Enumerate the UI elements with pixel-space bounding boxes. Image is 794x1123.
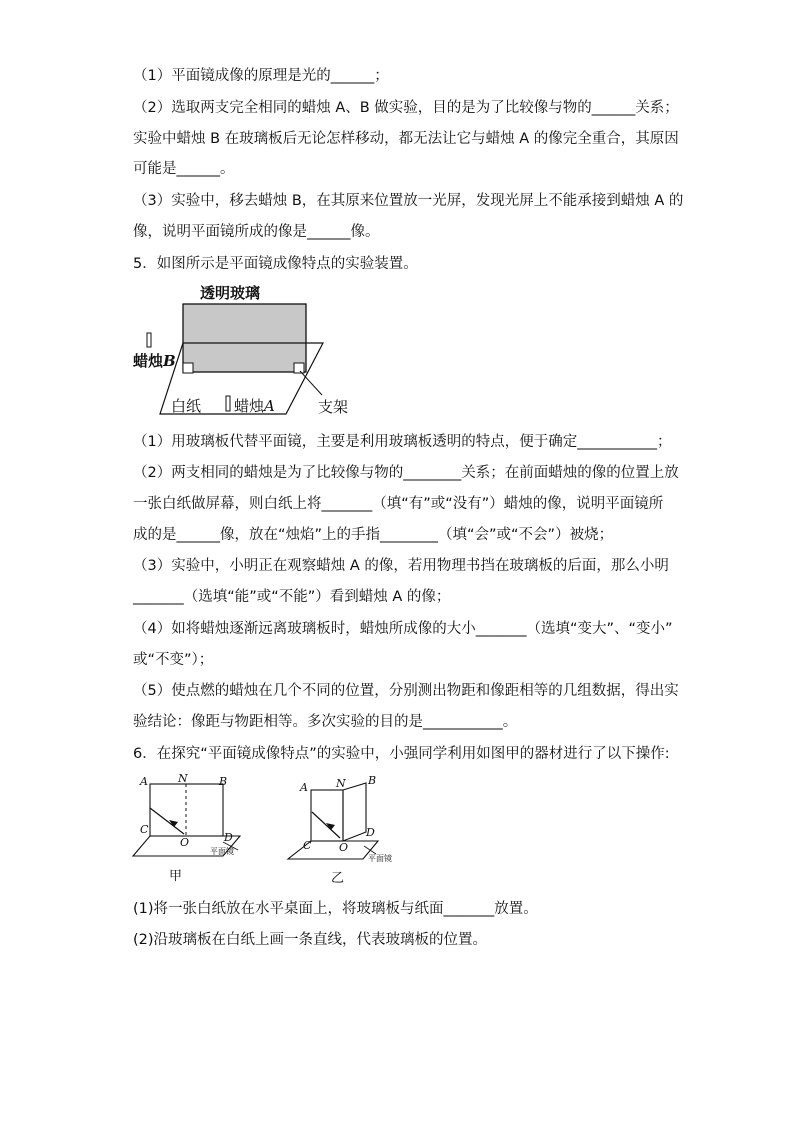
yi-label-a: A: [300, 781, 308, 794]
q5-part4-cont: 或“不变”）；: [133, 652, 214, 668]
yi-mirror: [288, 841, 378, 859]
q5-part2: （2）两支相同的蜡烛是为了比较像与物的________关系；在前面蜡烛的像的位置上放: [133, 465, 679, 481]
candle-a-label: 蜡烛: [234, 397, 265, 415]
jia-incident-ray: [150, 808, 184, 834]
q5-part2-cont: 一张白纸做屏幕，则白纸上将_______（填“有”或“没有”）蜡烛的像，说明平面镜所: [133, 496, 664, 512]
q4-part2-cont: 实验中蜡烛 B 在玻璃板后无论怎样移动，都无法让它与蜡烛 A 的像完全重合，其原因: [133, 131, 679, 147]
yi-caption: 乙: [331, 871, 345, 886]
glass-plate: [183, 304, 306, 372]
jia-label-a: A: [140, 775, 148, 788]
stand-left: [183, 363, 193, 373]
paper-label: 白纸: [171, 397, 202, 415]
figure-jia: [133, 772, 240, 884]
q4-part2-cont2: 可能是______。: [133, 161, 235, 177]
q6-title: 6．在探究“平面镜成像特点”的实验中，小强同学利用如图甲的器材进行了以下操作:: [133, 746, 670, 762]
glass-label: 透明玻璃: [200, 284, 261, 302]
mirror-apparatus-figure: [128, 278, 368, 420]
yi-mirror-pointer: [364, 846, 376, 854]
jia-label-c: C: [140, 823, 149, 836]
yi-label-o: O: [339, 841, 349, 854]
yi-label-c: C: [303, 839, 312, 852]
jia-caption: 甲: [169, 869, 183, 884]
yi-screen-right: [343, 783, 366, 841]
jia-label-d: D: [224, 831, 233, 844]
q5-title: 5．如图所示是平面镜成像特点的实验装置。: [133, 256, 418, 272]
yi-label-b: B: [368, 774, 377, 787]
jia-label-b: B: [219, 775, 228, 788]
yi-label-d: D: [366, 826, 375, 839]
jia-mirror-label: 平面镜: [210, 847, 234, 856]
q5-part1: （1）用玻璃板代替平面镜，主要是利用玻璃板透明的特点，便于确定___________；: [133, 434, 672, 450]
jia-label-o: O: [180, 836, 190, 849]
q5-part4: （4）如将蜡烛逐渐远离玻璃板时，蜡烛所成像的大小_______（选填“变大”、“变小”: [133, 621, 673, 637]
q5-part5: （5）使点燃的蜡烛在几个不同的位置，分别测出物距和像距相等的几组数据，得出实: [133, 683, 679, 699]
q6-part1: (1)将一张白纸放在水平桌面上，将玻璃板与纸面_______放置。: [133, 901, 538, 917]
stand-pointer: [300, 371, 322, 395]
q5-part5-cont: 验结论：像距与物距相等。多次实验的目的是___________。: [133, 714, 518, 730]
candle-b-label: 蜡烛: [133, 352, 164, 370]
q5-part3-cont: _______（选填“能”或“不能”）看到蜡烛 A 的像；: [133, 589, 451, 605]
yi-incident-ray: [312, 812, 340, 838]
q6-part2: (2)沿玻璃板在白纸上画一条直线，代表玻璃板的位置。: [133, 932, 488, 948]
figure-yi: [288, 774, 392, 886]
q5-part3: （3）实验中，小明正在观察蜡烛 A 的像，若用物理书挡在玻璃板的后面，那么小明: [133, 558, 669, 574]
yi-mirror-label: 平面镜: [368, 854, 392, 863]
stand-right: [294, 363, 304, 373]
reflection-figure-jia-yi: [128, 770, 418, 888]
stand-label: 支架: [318, 398, 349, 416]
yi-label-n: N: [336, 777, 346, 790]
q4-part1: （1）平面镜成像的原理是光的______；: [133, 68, 389, 84]
candle-a-icon: [226, 396, 230, 411]
candle-b-icon: [147, 333, 151, 347]
jia-label-n: N: [178, 772, 188, 785]
candle-a-letter: A: [264, 397, 275, 415]
candle-b-letter: B: [163, 352, 176, 370]
q4-part3: （3）实验中，移去蜡烛 B，在其原来位置放一光屏，发现光屏上不能承接到蜡烛 A 的: [133, 193, 684, 209]
q4-part3-cont: 像，说明平面镜所成的像是______像。: [133, 224, 380, 240]
q5-part2-cont2: 成的是______像，放在“烛焰”上的手指________（填“会”或“不会”）被烧；: [133, 527, 614, 543]
q4-part2: （2）选取两支完全相同的蜡烛 A、B 做实验，目的是为了比较像与物的______关系；: [133, 100, 679, 116]
